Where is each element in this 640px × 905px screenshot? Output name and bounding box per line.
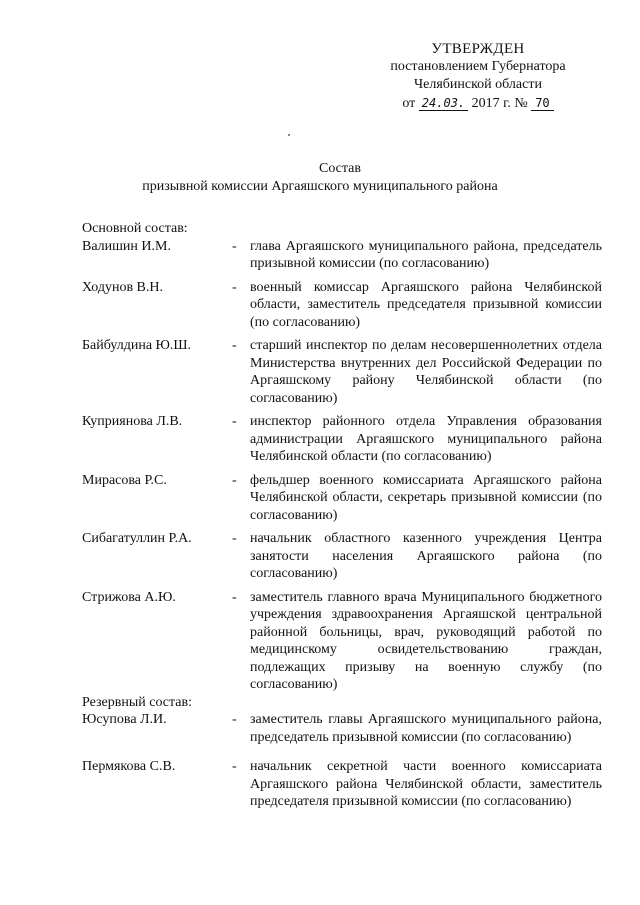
member-row (82, 711, 602, 746)
member-dash: - (232, 712, 237, 727)
member-name: Стрижова А.Ю. (82, 589, 176, 605)
scan-speck (288, 134, 290, 136)
approval-line-2: Челябинской области (414, 77, 542, 92)
document-title (0, 160, 640, 196)
member-role: начальник секретной части военного комиссариата Аргаяшского района Челябинской области, заместитель председателя призывной комиссии (по согласованию) (250, 759, 602, 809)
member-name: Ходунов В.Н. (82, 279, 163, 295)
member-row (82, 758, 602, 811)
handwritten-number: 70 (531, 96, 553, 111)
approval-date-line (368, 94, 588, 113)
member-row (82, 337, 602, 407)
member-row (82, 472, 602, 525)
approval-line-1: постановлением Губернатора (390, 59, 566, 74)
member-dash: - (232, 238, 237, 254)
member-role: военный комиссар Аргаяшского района Челябинской области, заместитель председателя призывной комиссии (по согласованию) (250, 279, 602, 330)
member-role: глава Аргаяшского муниципального района, председатель призывной комиссии (по согласованию) (250, 238, 602, 271)
member-name: Валишин И.М. (82, 238, 171, 254)
title-line-2: призывной комиссии Аргаяшского муниципального района (142, 179, 498, 194)
member-row (82, 589, 602, 694)
member-name: Мирасова Р.С. (82, 472, 167, 488)
approval-block (368, 40, 588, 113)
member-row (82, 238, 602, 273)
reserve-section-label: Резервный состав: (82, 694, 193, 710)
member-dash: - (232, 414, 237, 429)
member-row (82, 530, 602, 583)
member-name: Куприянова Л.В. (82, 414, 183, 429)
member-name: Юсупова Л.И. (82, 712, 167, 727)
member-role: инспектор районного отдела Управления образования администрации Аргаяшского муниципального района Челябинской области (по согласованию) (250, 414, 602, 464)
member-dash: - (232, 338, 237, 353)
member-dash: - (232, 279, 237, 295)
approval-heading: УТВЕРЖДЕН (431, 41, 525, 57)
member-name: Байбулдина Ю.Ш. (82, 338, 192, 353)
composition-list (82, 220, 602, 817)
member-dash: - (232, 759, 237, 774)
member-role: начальник областного казенного учреждения Центра занятости населения Аргаяшского района (по согласованию) (250, 531, 602, 581)
member-role: заместитель главного врача Муниципального бюджетного учреждения здравоохранения Аргаяшской центральной районной больницы, врач, руководящий работой по медицинскому освидетельствованию граждан, подлежащих призыву на военную службу (по согласованию) (250, 589, 602, 692)
main-section-label: Основной состав: (82, 221, 188, 236)
member-name: Сибагатуллин Р.А. (82, 531, 192, 546)
member-role: старший инспектор по делам несовершеннолетних отдела Министерства внутренних дел Российской Федерации по Аргаяшскому району Челябинской области (по согласованию) (250, 338, 602, 406)
member-dash: - (232, 472, 237, 488)
year-text: 2017 г. № (471, 96, 528, 111)
title-line-1: Состав (318, 161, 361, 176)
member-row (82, 413, 602, 466)
member-dash: - (232, 531, 237, 546)
member-name: Пермякова С.В. (82, 759, 176, 774)
date-prefix: от (402, 96, 416, 111)
member-dash: - (232, 589, 237, 605)
member-role: заместитель главы Аргаяшского муниципального района, председатель призывной комиссии (по согласованию) (250, 712, 602, 745)
handwritten-date: 24.03. (419, 96, 468, 111)
member-row (82, 279, 602, 332)
member-role: фельдшер военного комиссариата Аргаяшского района Челябинской области, секретарь призывной комиссии (по согласованию) (250, 472, 602, 523)
